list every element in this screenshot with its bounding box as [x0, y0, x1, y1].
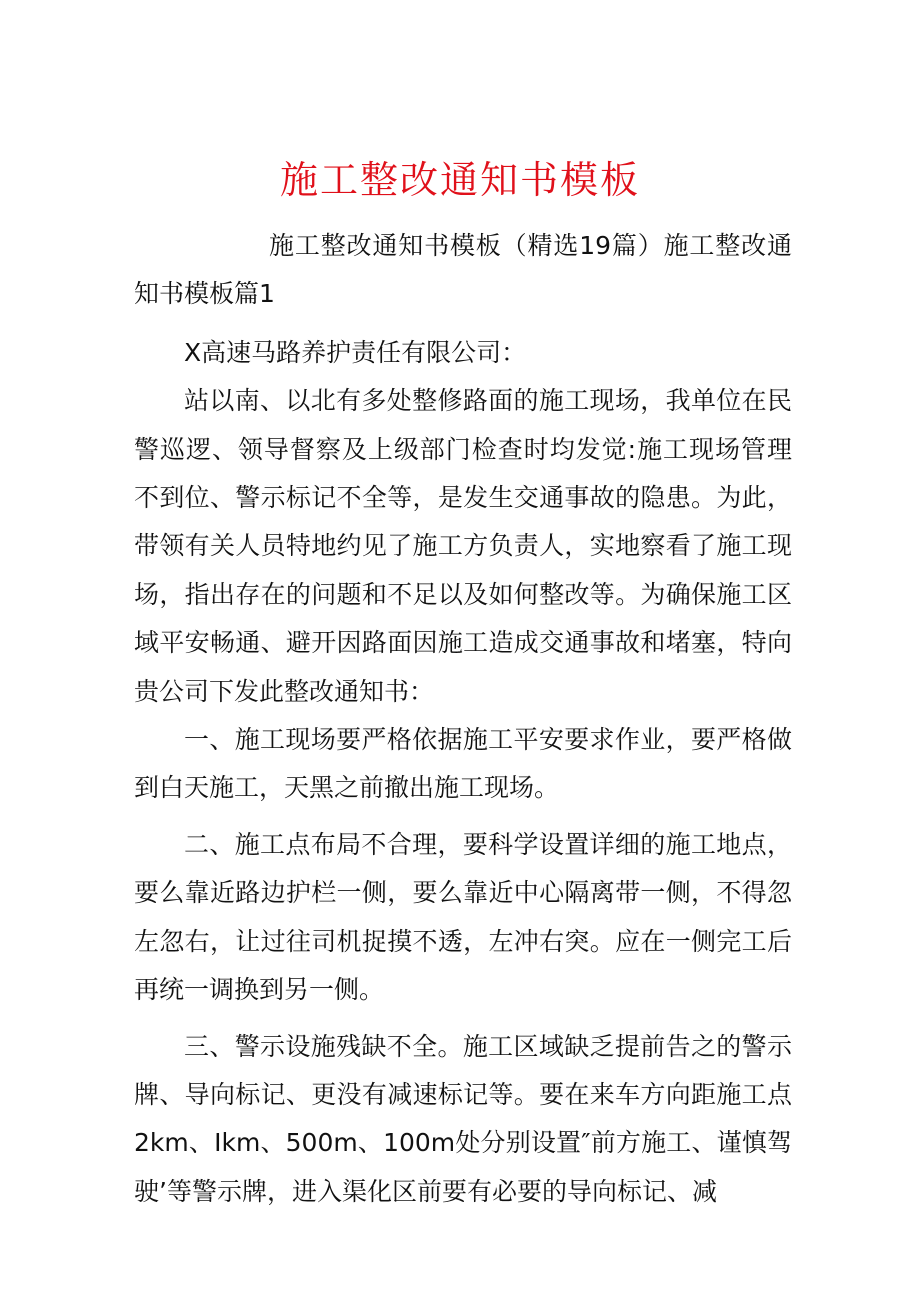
paragraph-item-2: 二、施工点布局不合理，要科学设置详细的施工地点，要么靠近路边护栏一侧，要么靠近中心隔离带一侧，不得忽左忽右，让过往司机捉摸不透，左冲右突。应在一侧完工后再统一调换到另一侧。 [134, 829, 792, 1005]
paragraph-item-3: 三、警示设施残缺不全。施工区域缺乏提前告之的警示牌、导向标记、更没有减速标记等。要在来车方向距施工点2km、Ikm、500m、100m处分别设置″前方施工、谨慎驾驶’等警示牌，进入渠化区前要有必要的导向标记、减 [134, 1031, 792, 1206]
document-subtitle: 施工整改通知书模板（精选19篇）施工整改通知书模板篇1 [134, 231, 792, 309]
salutation: X高速马路养护责任有限公司： [184, 337, 527, 367]
paragraph-intro: 站以南、以北有多处整修路面的施工现场，我单位在民警巡逻、领导督察及上级部门检查时均发觉:施工现场管理不到位、警示标记不全等，是发生交通事故的隐患。为此，带领有关人员特地约见了施工方负责人，实地察看了施工现场，指出存在的问题和不足以及如何整改等。为确保施工区域平安畅通、避开因路面因施工造成交通事故和堵塞，特向贵公司下发此整改通知书： [134, 386, 792, 706]
document-body [134, 222, 792, 1216]
paragraph-item-1: 一、施工现场要严格依据施工平安要求作业，要严格做到白天施工，天黑之前撤出施工现场。 [134, 725, 792, 803]
document-title: 施工整改通知书模板 [279, 158, 640, 202]
